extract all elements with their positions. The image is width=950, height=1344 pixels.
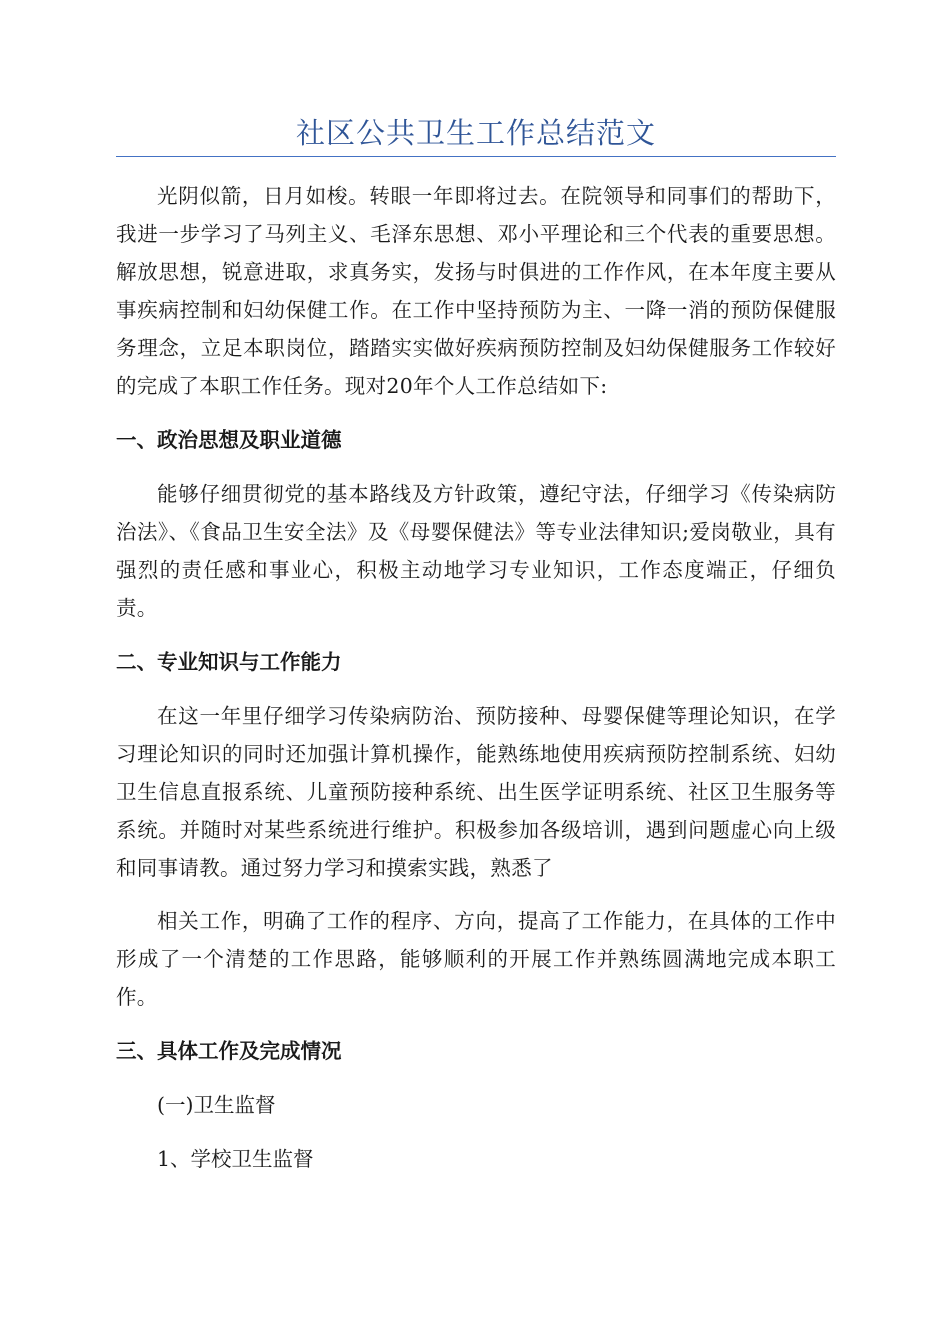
subsection-heading: 1、学校卫生监督: [157, 1147, 314, 1171]
title-underline: [116, 156, 836, 157]
document-page: [116, 112, 836, 1178]
section-paragraph: 相关工作，明确了工作的程序、方向，提高了工作能力，在具体的工作中形成了一个清楚的工作思路，能够顺利的开展工作并熟练圆满地完成本职工作。: [116, 909, 836, 1009]
section-heading-knowledge: 二、专业知识与工作能力: [116, 650, 342, 674]
section-heading-work: 三、具体工作及完成情况: [116, 1039, 342, 1063]
section-heading-politics: 一、政治思想及职业道德: [116, 428, 342, 452]
subsection-heading: (一)卫生监督: [157, 1093, 276, 1117]
intro-paragraph: 光阴似箭，日月如梭。转眼一年即将过去。在院领导和同事们的帮助下，我进一步学习了马列主义、毛泽东思想、邓小平理论和三个代表的重要思想。解放思想，锐意进取，求真务实，发扬与时俱进的工作作风，在本年度主要从事疾病控制和妇幼保健工作。在工作中坚持预防为主、一降一消的预防保健服务理念，立足本职岗位，踏踏实实做好疾病预防控制及妇幼保健服务工作较好的完成了本职工作任务。现对20年个人工作总结如下:: [116, 184, 836, 398]
document-title: 社区公共卫生工作总结范文: [295, 116, 656, 150]
section-paragraph: 在这一年里仔细学习传染病防治、预防接种、母婴保健等理论知识，在学习理论知识的同时还加强计算机操作，能熟练地使用疾病预防控制系统、妇幼卫生信息直报系统、儿童预防接种系统、出生医学证明系统、社区卫生服务等系统。并随时对某些系统进行维护。积极参加各级培训，遇到问题虚心向上级和同事请教。通过努力学习和摸索实践，熟悉了: [116, 704, 836, 880]
section-paragraph: 能够仔细贯彻党的基本路线及方针政策，遵纪守法，仔细学习《传染病防治法》、《食品卫生安全法》及《母婴保健法》等专业法律知识;爱岗敬业，具有强烈的责任感和事业心，积极主动地学习专业知识，工作态度端正，仔细负责。: [116, 482, 836, 620]
